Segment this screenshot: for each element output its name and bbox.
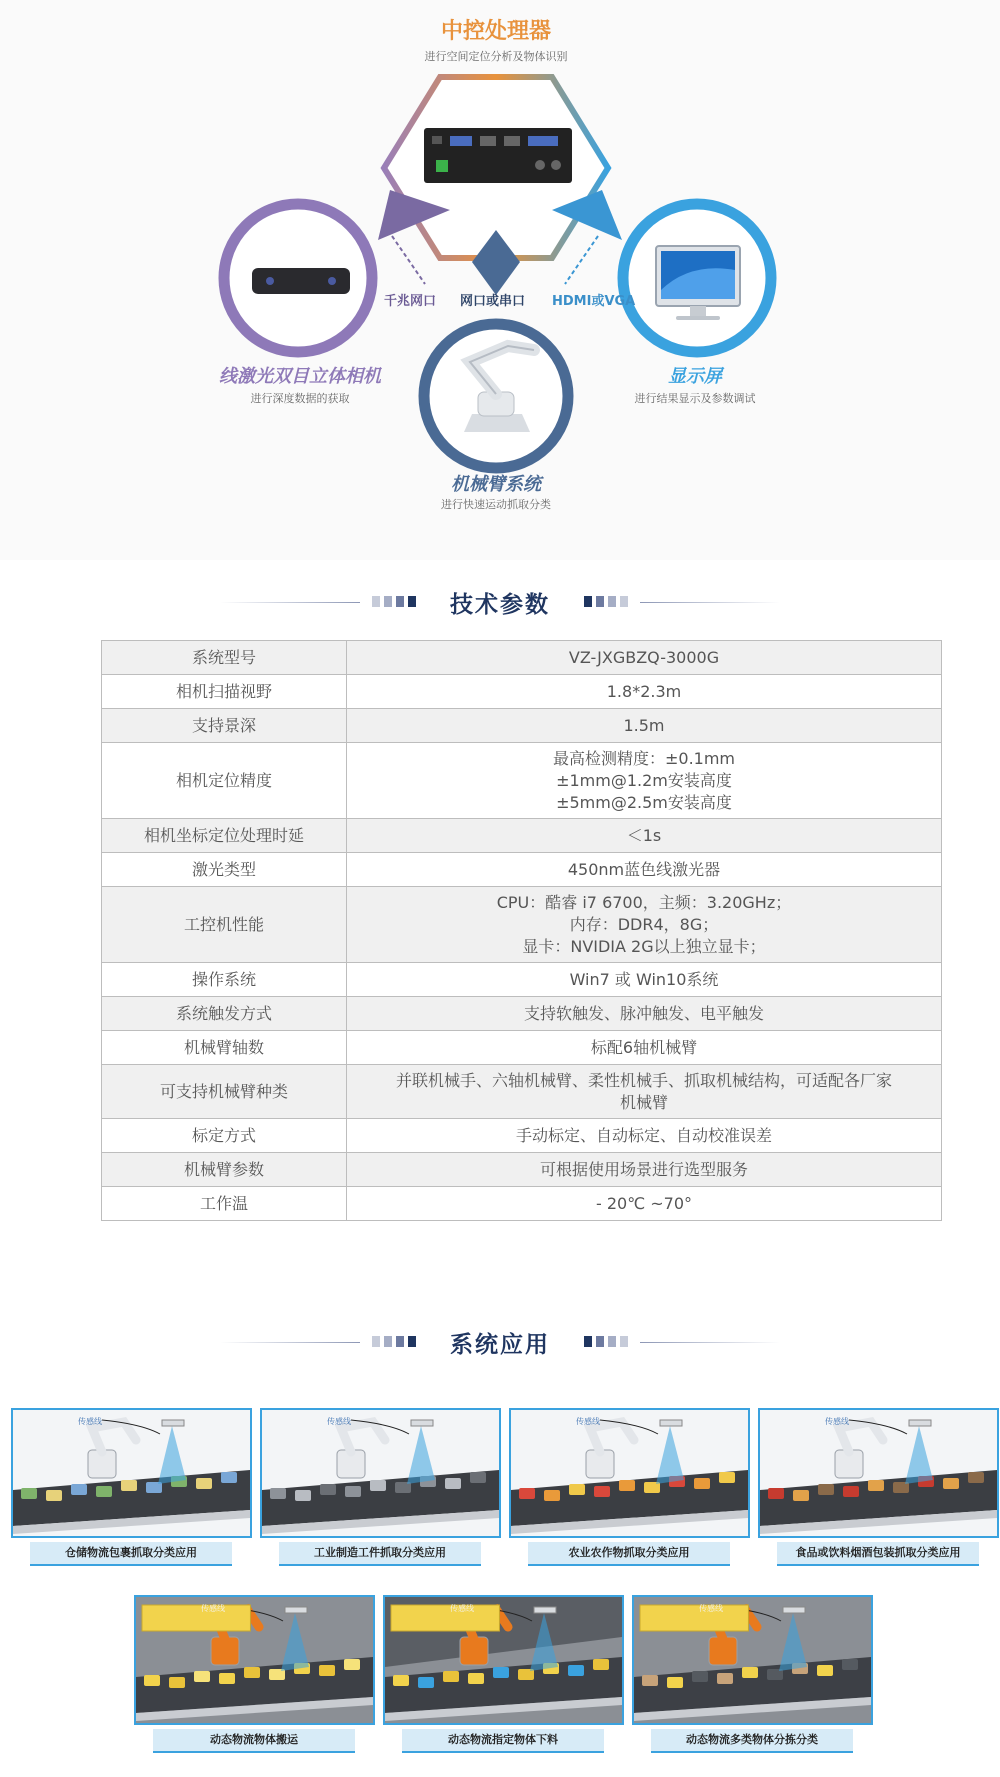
spec-table — [101, 640, 942, 1221]
application-caption: 农业农作物抓取分类应用 — [528, 1542, 730, 1566]
spec-value — [347, 1153, 942, 1187]
spec-value-line: 显卡：NVIDIA 2G以上独立显卡； — [522, 936, 766, 956]
application-card — [632, 1595, 873, 1755]
spec-value — [347, 1031, 942, 1065]
processor-title: 中控处理器 — [440, 19, 551, 44]
display-title: 显示屏 — [668, 366, 722, 387]
spec-value — [347, 963, 942, 997]
spec-value — [347, 709, 942, 743]
spec-row — [102, 743, 942, 819]
sensor-line-label: 传感线 — [327, 1417, 351, 1426]
spec-section-title: 技术参数 — [450, 592, 550, 618]
arm-link-label: 网口或串口 — [460, 294, 526, 309]
spec-key: 支持景深 — [102, 709, 347, 743]
camera-link-line — [392, 236, 425, 284]
camera-link-label: 千兆网口 — [384, 294, 437, 309]
spec-value-line: 机械臂 — [619, 1092, 668, 1112]
spec-row — [102, 819, 942, 853]
spec-key: 工作温 — [102, 1187, 347, 1221]
spec-value-line: 支持软触发、脉冲触发、电平触发 — [523, 1003, 764, 1023]
spec-key: 标定方式 — [102, 1119, 347, 1153]
application-caption: 动态物流物体搬运 — [153, 1729, 355, 1753]
spec-value-line: 1.8*2.3m — [606, 681, 682, 701]
sensor-line-label: 传感线 — [699, 1604, 723, 1613]
application-image — [383, 1595, 624, 1725]
spec-key: 激光类型 — [102, 853, 347, 887]
camera-title: 线激光双目立体相机 — [219, 366, 381, 387]
display-link-label: HDMI或VGA — [552, 294, 636, 309]
sensor-line-label: 传感线 — [201, 1604, 225, 1613]
sensor-line-label: 传感线 — [78, 1417, 102, 1426]
spec-value-line: ±5mm@2.5m安装高度 — [556, 792, 732, 812]
spec-value-line: 1.5m — [623, 715, 665, 735]
spec-row — [102, 641, 942, 675]
spec-row — [102, 709, 942, 743]
spec-value-line: 450nm蓝色线激光器 — [567, 859, 721, 879]
application-image — [632, 1595, 873, 1725]
spec-value-line: 并联机械手、六轴机械臂、柔性机械手、抓取机械结构，可适配各厂家 — [395, 1070, 892, 1090]
app-section-title: 系统应用 — [450, 1332, 550, 1358]
sensor-line-label: 传感线 — [450, 1604, 474, 1613]
spec-row — [102, 997, 942, 1031]
arm-subtitle: 进行快速运动抓取分类 — [441, 498, 551, 511]
spec-row — [102, 963, 942, 997]
spec-row — [102, 1119, 942, 1153]
spec-section-header — [0, 582, 1000, 622]
application-image — [260, 1408, 501, 1538]
processor-subtitle: 进行空间定位分析及物体识别 — [424, 50, 568, 63]
spec-value-line: 内存：DDR4，8G； — [569, 914, 719, 934]
spec-row — [102, 1153, 942, 1187]
spec-key: 相机扫描视野 — [102, 675, 347, 709]
spec-key: 系统触发方式 — [102, 997, 347, 1031]
header-line-right — [640, 1342, 780, 1343]
application-image — [758, 1408, 999, 1538]
application-caption: 仓储物流包裹抓取分类应用 — [30, 1542, 232, 1566]
spec-value-line: 标配6轴机械臂 — [590, 1037, 698, 1057]
spec-value-line: 可根据使用场景进行选型服务 — [539, 1159, 748, 1179]
spec-value-line: 手动标定、自动标定、自动校准误差 — [515, 1125, 772, 1145]
spec-key: 系统型号 — [102, 641, 347, 675]
system-diagram — [0, 0, 1000, 560]
display-link-line — [565, 236, 598, 284]
spec-row — [102, 887, 942, 963]
application-caption: 动态物流指定物体下料 — [402, 1729, 604, 1753]
arm-title: 机械臂系统 — [451, 474, 541, 495]
spec-value — [347, 641, 942, 675]
header-line-right — [640, 602, 780, 603]
spec-value — [347, 997, 942, 1031]
spec-key: 机械臂轴数 — [102, 1031, 347, 1065]
spec-value-line: ＜1s — [626, 825, 662, 845]
spec-value — [347, 1187, 942, 1221]
application-image — [509, 1408, 750, 1538]
app-section-header — [0, 1322, 1000, 1362]
spec-key: 相机坐标定位处理时延 — [102, 819, 347, 853]
application-image — [11, 1408, 252, 1538]
spec-row — [102, 1187, 942, 1221]
spec-key: 操作系统 — [102, 963, 347, 997]
application-caption: 食品或饮料烟酒包装抓取分类应用 — [777, 1542, 979, 1566]
spec-value-line: ±1mm@1.2m安装高度 — [556, 770, 732, 790]
spec-value — [347, 743, 942, 819]
spec-key: 相机定位精度 — [102, 743, 347, 819]
application-card — [134, 1595, 375, 1755]
application-card — [11, 1408, 252, 1568]
spec-value-line: - 20℃ ~70° — [595, 1193, 693, 1213]
spec-row — [102, 1031, 942, 1065]
application-caption: 动态物流多类物体分拣分类 — [651, 1729, 853, 1753]
robot-arm-device — [464, 414, 530, 432]
spec-row — [102, 853, 942, 887]
application-card — [260, 1408, 501, 1568]
application-card — [758, 1408, 999, 1568]
spec-value — [347, 887, 942, 963]
application-card — [509, 1408, 750, 1568]
spec-value — [347, 819, 942, 853]
spec-value-line: 最高检测精度：±0.1mm — [552, 748, 736, 768]
spec-key: 机械臂参数 — [102, 1153, 347, 1187]
spec-key: 可支持机械臂种类 — [102, 1065, 347, 1119]
spec-value-line: VZ-JXGBZQ-3000G — [568, 647, 720, 667]
sensor-line-label: 传感线 — [825, 1417, 849, 1426]
display-subtitle: 进行结果显示及参数调试 — [634, 392, 756, 405]
spec-row — [102, 1065, 942, 1119]
spec-value-line: Win7 或 Win10系统 — [569, 969, 719, 989]
spec-value — [347, 1065, 942, 1119]
sensor-line-label: 传感线 — [576, 1417, 600, 1426]
spec-value — [347, 853, 942, 887]
application-caption: 工业制造工件抓取分类应用 — [279, 1542, 481, 1566]
spec-row — [102, 675, 942, 709]
spec-value — [347, 1119, 942, 1153]
spec-key: 工控机性能 — [102, 887, 347, 963]
application-card — [383, 1595, 624, 1755]
spec-value-line: CPU：酷睿 i7 6700，主频：3.20GHz； — [496, 892, 792, 912]
camera-subtitle: 进行深度数据的获取 — [250, 392, 350, 405]
spec-value — [347, 675, 942, 709]
application-image — [134, 1595, 375, 1725]
